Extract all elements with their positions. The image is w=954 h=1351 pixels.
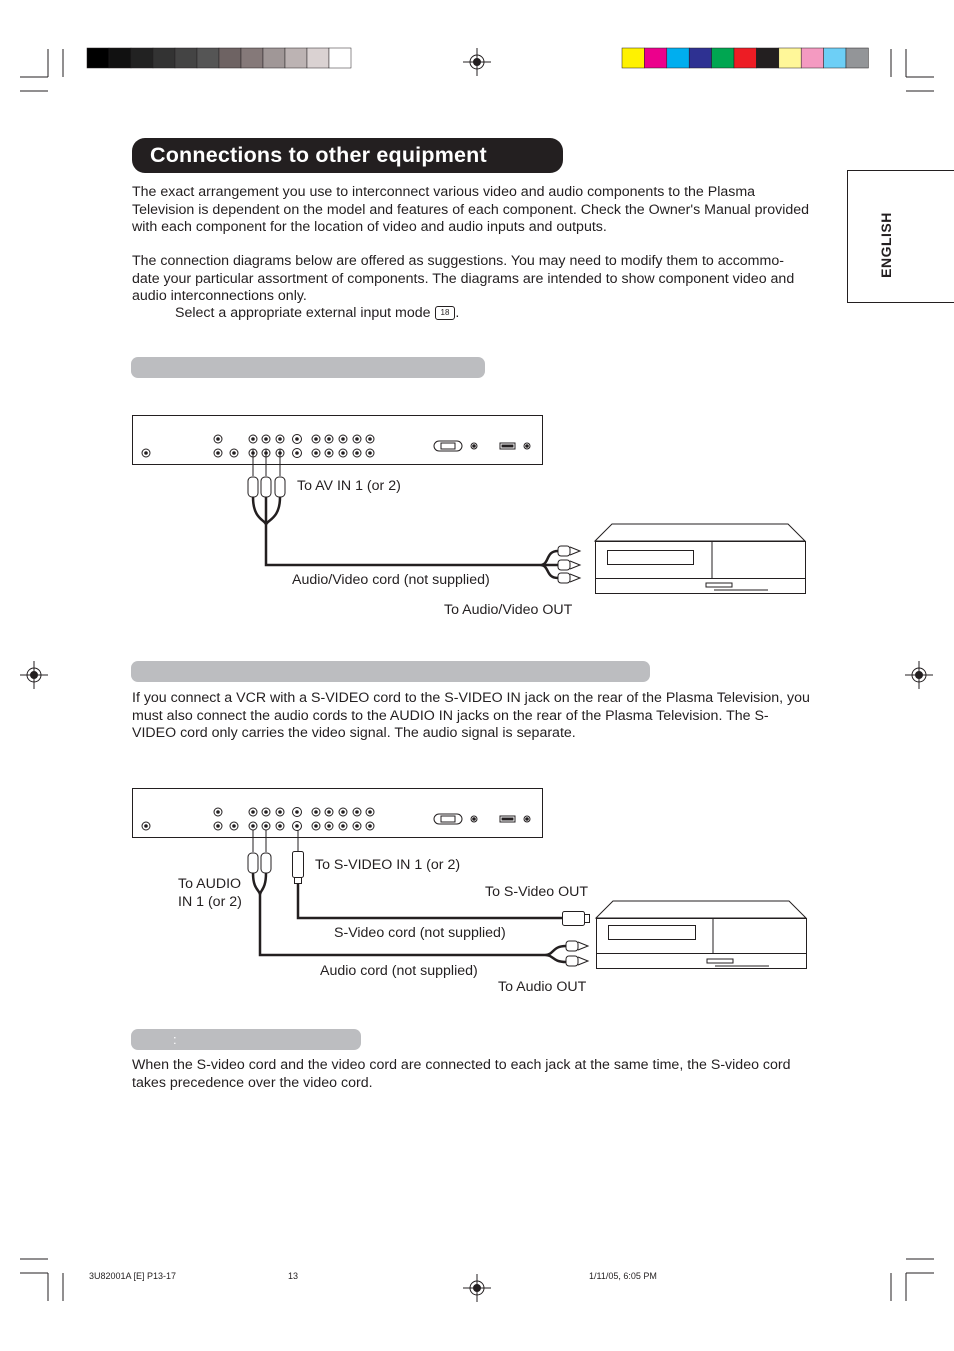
page-title: Connections to other equipment: [132, 138, 563, 173]
label-to-audio-in-line2: IN 1 (or 2): [178, 894, 242, 910]
note-heading-text: :: [173, 1032, 177, 1047]
label-to-audio-out: To Audio OUT: [498, 979, 587, 995]
footer-timestamp: 1/11/05, 6:05 PM: [589, 1271, 657, 1281]
language-tab-label: ENGLISH: [877, 212, 894, 278]
note-paragraph: When the S-video cord and the video cord are connected to each jack at the same time, the S-video cord takes precedence over the video cord.: [132, 1057, 791, 1091]
label-to-svideo-out: To S-Video OUT: [485, 884, 589, 900]
intro-paragraph-2: The connection diagrams below are offered as suggestions. You may need to modify them to accommo-date your particular assortment of components. The diagrams are intended to show component video and audio interconnections only.: [132, 253, 795, 304]
intro-paragraph-1: The exact arrangement you use to interconnect various video and audio components to the Plasma Television is dependent on the model and features of each component. Check the Owner's Manual provided with each component for the location of video and audio inputs and outputs.: [132, 184, 810, 235]
label-audio-cord: Audio cord (not supplied): [320, 963, 478, 979]
sentence-end: .: [455, 305, 460, 321]
label-to-av-in: To AV IN 1 (or 2): [297, 478, 401, 494]
vcr-device-2: [596, 901, 807, 969]
label-svideo-cord: S-Video cord (not supplied): [334, 925, 506, 941]
label-av-cord: Audio/Video cord (not supplied): [292, 572, 490, 588]
label-to-svideo-in: To S-VIDEO IN 1 (or 2): [315, 857, 461, 873]
tv-rear-panel-2: [133, 789, 543, 838]
select-input-text: Select a appropriate external input mode: [175, 305, 431, 321]
footer-doc-code: 3U82001A [E] P13-17: [89, 1271, 177, 1281]
footer-page-number: 13: [288, 1271, 299, 1281]
page-reference-icon: 18: [435, 306, 456, 320]
label-to-av-out: To Audio/Video OUT: [444, 602, 573, 618]
svideo-paragraph: If you connect a VCR with a S-VIDEO cord to the S-VIDEO IN jack on the rear of the Plasma Television, you must also connect the audio cords to the AUDIO IN jacks on the rear of the Plasma Television. The S-VIDEO cord only carries the video signal. The audio signal is separate.: [132, 690, 810, 741]
label-to-audio-in-line1: To AUDIO: [178, 876, 242, 892]
